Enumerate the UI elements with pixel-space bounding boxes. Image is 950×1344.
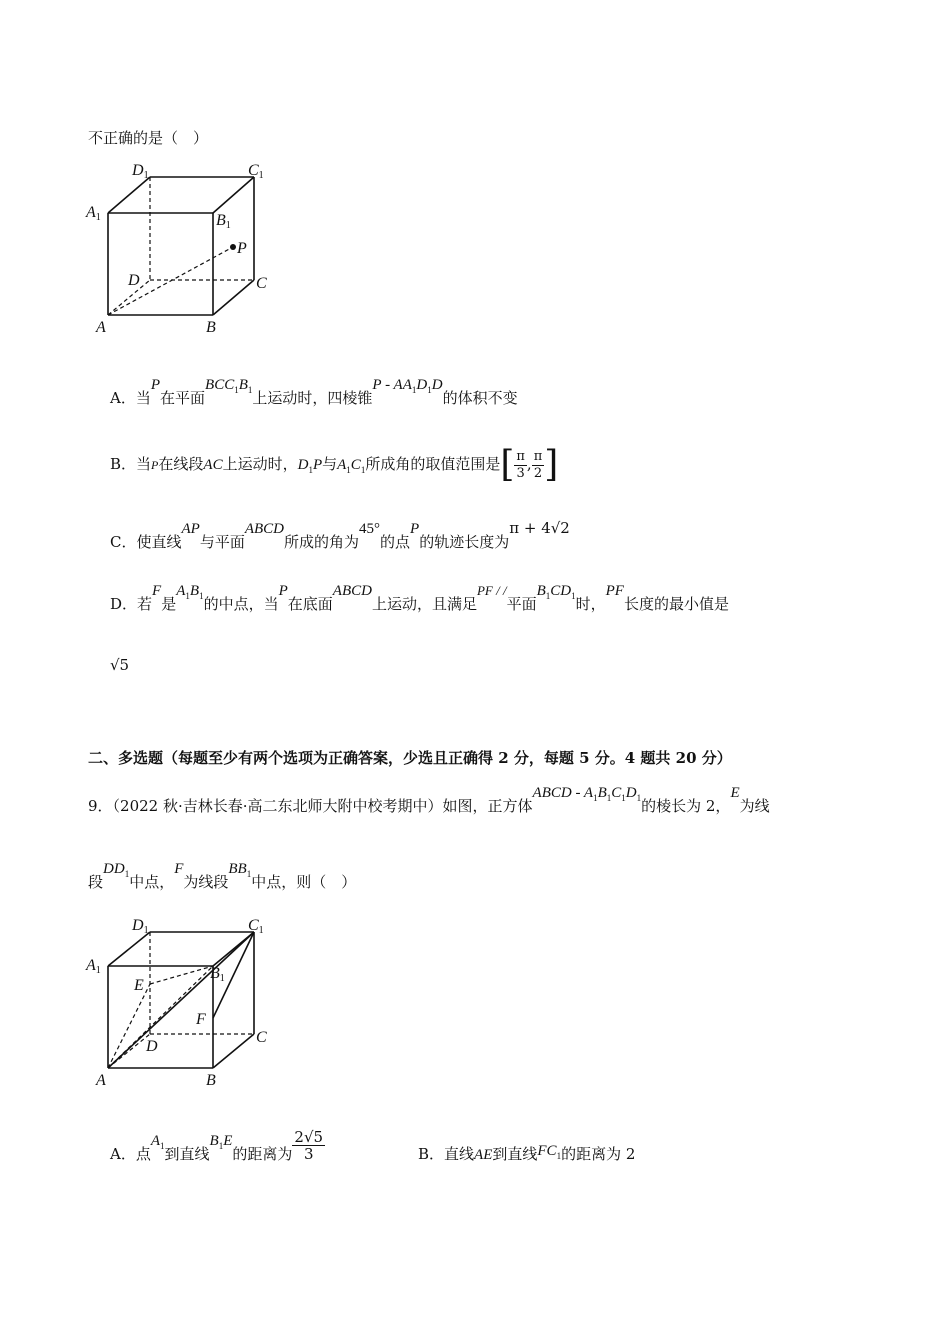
label-d: D [128,272,140,289]
option-d: D．若F是$A_1B_1$的中点，当P在底面ABCD上运动，且满足PF / /平面$B_1CD_1$时，PF长度的最小值是 [110,583,729,613]
label-a: A [96,1072,106,1089]
point-p [230,244,236,250]
cube-figure-2 [80,908,280,1093]
option-a: A．当P在平面$BCC_1B_1$上运动时，四棱锥P - $AA_1D_1D$的体积不变 [110,377,518,407]
label-f: F [196,1011,206,1028]
label-c1: C1 [248,917,264,936]
label-c: C [256,275,267,292]
question-9-line-2: 段$DD_1$中点，F为线段$BB_1$中点，则（ ） [88,861,357,891]
label-d1: D1 [132,162,149,181]
label-a1: A1 [86,204,101,223]
q9-option-a: A．点$A_1$到直线$B_1E$的距离为 $\frac{2√5}{3}$ [110,1127,324,1163]
label-e: E [134,977,144,994]
label-b: B [206,319,216,336]
label-b: B [206,1072,216,1089]
option-c: C．使直线AP与平面ABCD所成的角为45°的点P的轨迹长度为π + 4√2 [110,519,570,551]
label-d1: D1 [132,917,149,936]
label-b1: B1 [210,965,225,984]
option-b: B．当P在线段AC上运动时，$D_1P$与$A_1C_1$所成角的取值范围是[ $\frac{\pi}{3}$ , $\frac{\pi}{2}$ ] [110,444,559,485]
label-a: A [96,319,106,336]
label-c1: C1 [248,162,264,181]
label-b1: B1 [216,212,231,231]
section-heading: 二、多选题（每题至少有两个选项为正确答案，少选且正确得 2 分，每题 5 分。4 题共 20 分） [88,749,732,767]
question-stem: 不正确的是（ ） [88,129,209,147]
label-a1: A1 [86,957,101,976]
cube-figure-1 [80,155,280,340]
label-p: P [237,240,247,257]
label-d: D [146,1038,158,1055]
label-c: C [256,1029,267,1046]
q9-option-b: B．直线AE到直线$FC_1$的距离为 2 [418,1143,636,1163]
question-9-line-1: 9．（2022 秋·吉林长春·高二东北师大附中校考期中）如图，正方体ABCD - $A_1B_1C_1D_1$的棱长为 2，E为线 [88,785,770,815]
option-d-answer: √5 [110,656,130,674]
